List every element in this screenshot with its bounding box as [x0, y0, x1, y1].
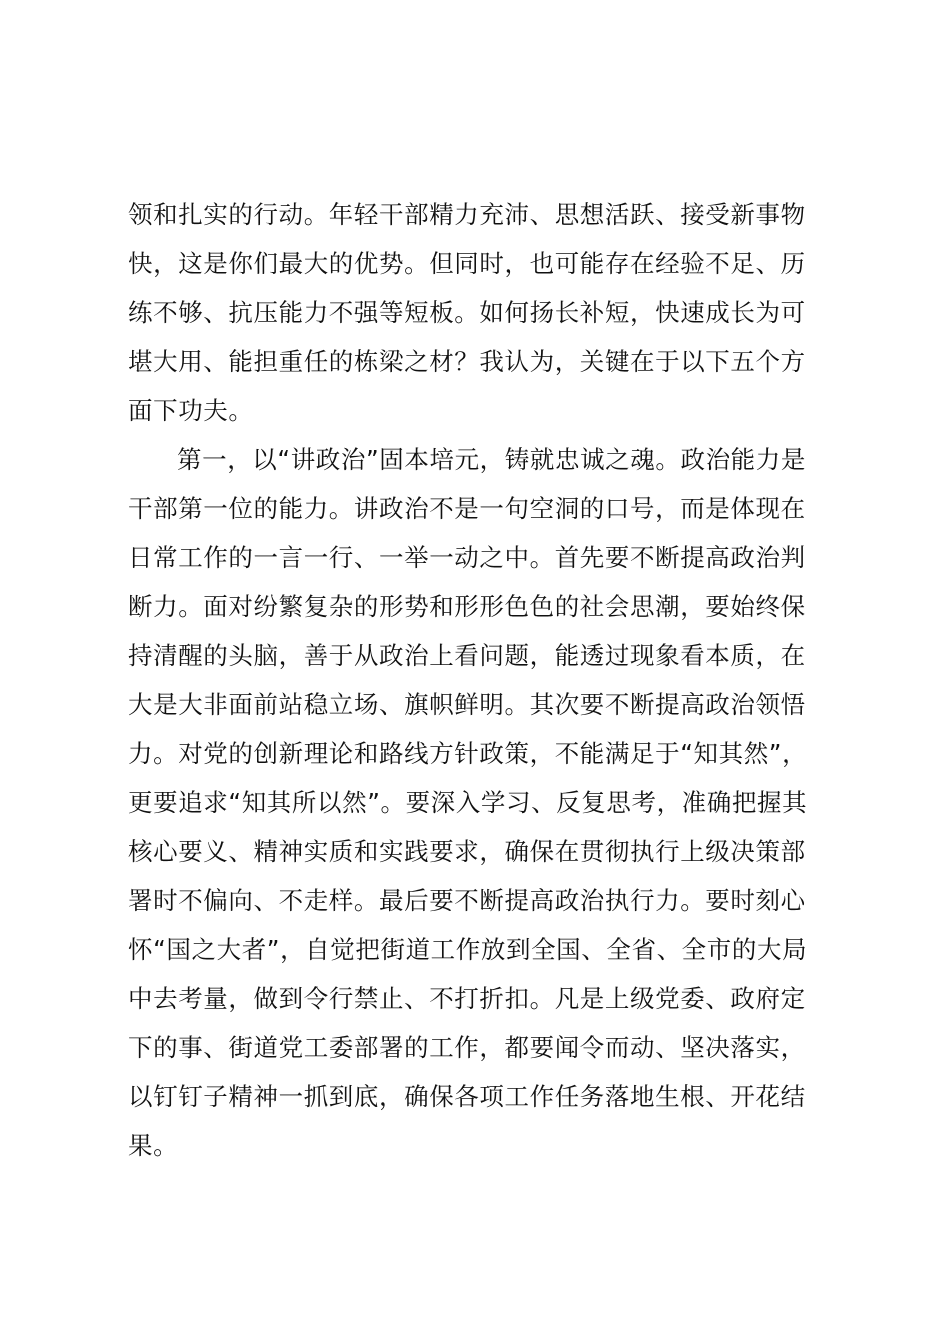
text-line: 果。: [128, 1131, 179, 1160]
body-text: [128, 190, 828, 1170]
text-line: 大是大非面前站稳立场、旗帜鲜明。其次要不断提高政治领悟: [128, 690, 806, 719]
text-line: 中去考量，做到令行禁止、不打折扣。凡是上级党委、政府定: [128, 984, 806, 1013]
text-line: 堪大用、能担重任的栋梁之材？我认为，关键在于以下五个方: [128, 347, 806, 376]
text-line: 练不够、抗压能力不强等短板。如何扬长补短，快速成长为可: [128, 298, 806, 327]
text-line: 持清醒的头脑，善于从政治上看问题，能透过现象看本质，在: [128, 641, 806, 670]
text-line: 力。对党的创新理论和路线方针政策，不能满足于“知其然”，: [128, 739, 808, 768]
text-line: 干部第一位的能力。讲政治不是一句空洞的口号，而是体现在: [128, 494, 806, 523]
text-line: 快，这是你们最大的优势。但同时，也可能存在经验不足、历: [128, 249, 806, 278]
text-line: 日常工作的一言一行、一举一动之中。首先要不断提高政治判: [128, 543, 806, 572]
text-line: 以钉钉子精神一抓到底，确保各项工作任务落地生根、开花结: [128, 1082, 806, 1111]
text-line: 更要追求“知其所以然”。要深入学习、反复思考，准确把握其: [128, 788, 808, 817]
text-line: 署时不偏向、不走样。最后要不断提高政治执行力。要时刻心: [128, 886, 806, 915]
paragraph-2: [128, 435, 828, 1170]
paragraph-1: [128, 190, 828, 435]
text-line: 断力。面对纷繁复杂的形势和形形色色的社会思潮，要始终保: [128, 592, 806, 621]
text-line: 第一，以“讲政治”固本培元，铸就忠诚之魂。政治能力是: [177, 445, 806, 474]
text-line: 怀“国之大者”，自觉把街道工作放到全国、全省、全市的大局: [128, 935, 808, 964]
text-line: 下的事、街道党工委部署的工作，都要闻令而动、坚决落实，: [128, 1033, 806, 1062]
text-line: 领和扎实的行动。年轻干部精力充沛、思想活跃、接受新事物: [128, 200, 806, 229]
text-line: 核心要义、精神实质和实践要求，确保在贯彻执行上级决策部: [128, 837, 806, 866]
text-line: 面下功夫。: [128, 396, 254, 425]
